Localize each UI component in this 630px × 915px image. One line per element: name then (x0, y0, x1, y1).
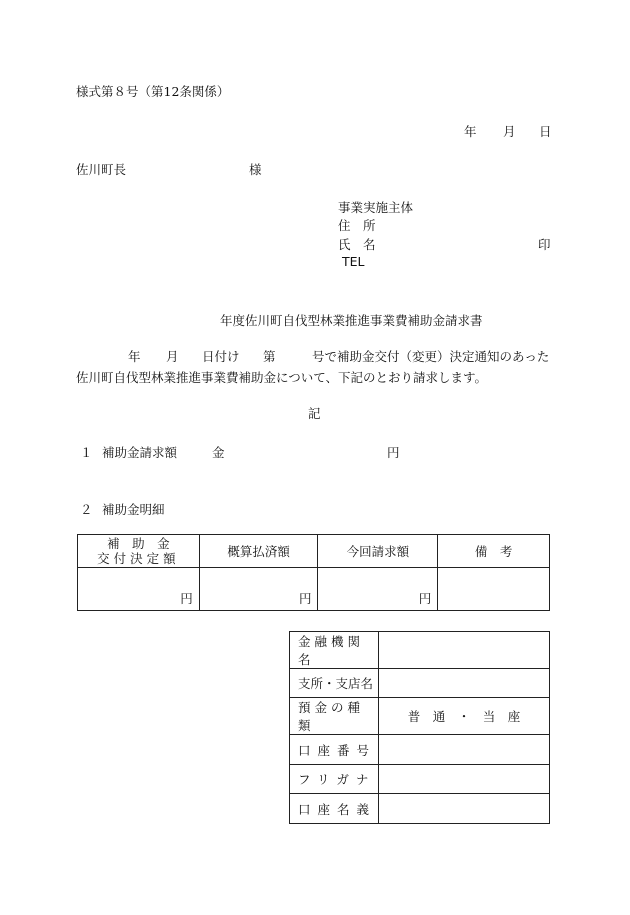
addressee-name: 佐川町長 (76, 162, 127, 177)
header-remarks: 備 考 (438, 535, 550, 568)
form-id: 様式第８号（第12条関係） (76, 84, 230, 99)
deposit-type-label: 預金の種類 (290, 698, 379, 735)
item1-number: １ (80, 445, 93, 460)
name-label: 氏 名 (338, 237, 376, 252)
branch-name-label: 支所・支店名 (290, 669, 379, 698)
body-line1-rest: 号で補助金交付（変更）決定通知のあった (312, 349, 550, 364)
seal-mark: 印 (538, 237, 551, 252)
account-number-label: 口座番号 (290, 735, 379, 765)
body-month: 月 (166, 349, 179, 364)
applicant-title: 事業実施主体 (338, 200, 414, 215)
account-holder-label: 口座名義 (290, 794, 379, 824)
address-label: 住 所 (338, 218, 376, 233)
deposit-type-value[interactable]: 普 通 ・ 当 座 (379, 698, 550, 735)
header-prepaid: 概算払済額 (199, 535, 318, 568)
document-title: 年度佐川町自伐型林業推進事業費補助金請求書 (220, 313, 483, 328)
body-no-prefix: 第 (263, 349, 276, 364)
header-current-request: 今回請求額 (318, 535, 438, 568)
item1-label: 補助金請求額 (102, 445, 178, 460)
account-number-value[interactable] (379, 735, 550, 765)
bank-name-label: 金融機関名 (290, 632, 379, 669)
cell-prepaid[interactable]: 円 (199, 568, 318, 611)
account-holder-value[interactable] (379, 794, 550, 824)
date-day: 日 (539, 124, 552, 139)
furigana-value[interactable] (379, 765, 550, 794)
ki-heading: 記 (308, 406, 321, 421)
date-month: 月 (503, 124, 516, 139)
item1-currency: 金 (212, 445, 225, 460)
body-line2: 佐川町自伐型林業推進事業費補助金について、下記のとおり請求します。 (76, 370, 488, 385)
furigana-label: フリガナ (290, 765, 379, 794)
body-dated: 日付け (202, 349, 240, 364)
item2-number: ２ (80, 502, 93, 517)
item2-label: 補助金明細 (102, 502, 165, 517)
header-grant-decision (78, 535, 200, 568)
cell-grant-decision[interactable]: 円 (78, 568, 200, 611)
cell-remarks[interactable] (438, 568, 550, 611)
subsidy-detail-table (77, 534, 550, 611)
branch-name-value[interactable] (379, 669, 550, 698)
date-year: 年 (464, 124, 477, 139)
addressee-honorific: 様 (249, 162, 262, 177)
tel-label: TEL (342, 254, 365, 269)
cell-current-request[interactable]: 円 (318, 568, 438, 611)
item1-unit: 円 (387, 445, 400, 460)
bank-name-value[interactable] (379, 632, 550, 669)
body-year: 年 (128, 349, 141, 364)
bank-info-table (289, 631, 550, 824)
header-grant-line1: 補 助 金 (107, 536, 170, 551)
header-grant-line2: 交付決定額 (97, 551, 180, 566)
